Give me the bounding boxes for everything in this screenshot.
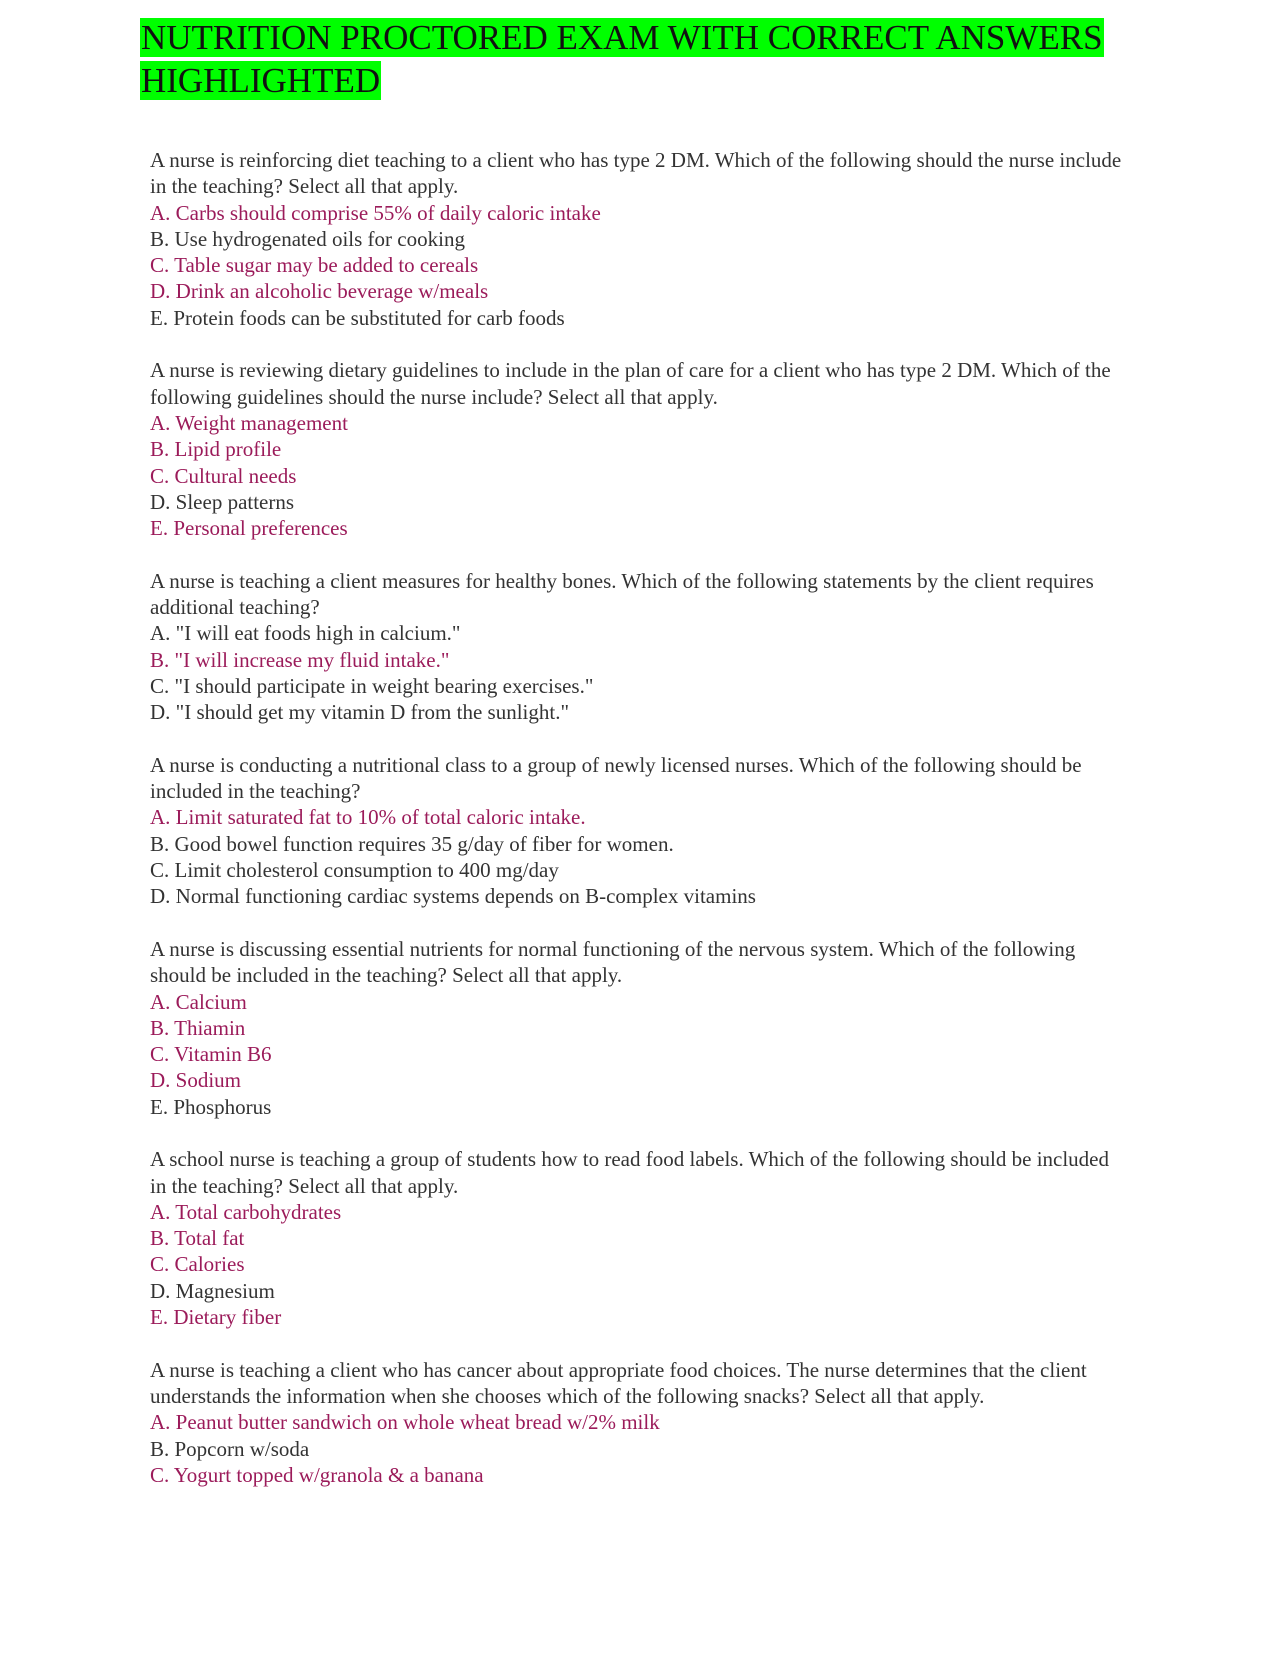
answer-option: B. Popcorn w/soda <box>150 1436 310 1461</box>
correct-answer-option: A. Carbs should comprise 55% of daily caloric intake <box>150 200 601 225</box>
question-3 <box>150 568 1130 726</box>
question-6 <box>150 1146 1130 1330</box>
correct-answer-option: C. Table sugar may be added to cereals <box>150 253 479 278</box>
question-2 <box>150 357 1130 541</box>
question-stem: A nurse is reviewing dietary guidelines to include in the plan of care for a client who has type 2 DM. Which of the following guidelines should the nurse include? Select all that apply. <box>150 358 1111 409</box>
answer-option: D. Normal functioning cardiac systems depends on B-complex vitamins <box>150 884 756 909</box>
question-stem: A nurse is teaching a client measures for healthy bones. Which of the following statements by the client requires additional teaching? <box>150 568 1094 620</box>
question-list <box>150 147 1130 1514</box>
correct-answer-option: E. Personal preferences <box>150 516 348 541</box>
correct-answer-option: C. Cultural needs <box>150 463 297 488</box>
correct-answer-option: A. Total carbohydrates <box>150 1199 342 1224</box>
correct-answer-option: A. Limit saturated fat to 10% of total caloric intake. <box>150 805 586 830</box>
correct-answer-option: D. Drink an alcoholic beverage w/meals <box>150 279 489 304</box>
answer-option: D. Sleep patterns <box>150 489 295 514</box>
document-title <box>140 16 1180 102</box>
answer-options <box>150 620 1130 725</box>
title-highlight: NUTRITION PROCTORED EXAM WITH CORRECT ANSWERS HIGHLIGHTED <box>141 18 1103 100</box>
correct-answer-option: C. Vitamin B6 <box>150 1042 272 1067</box>
answer-options <box>150 410 1130 541</box>
correct-answer-option: E. Dietary fiber <box>150 1305 282 1330</box>
correct-answer-option: B. "I will increase my fluid intake." <box>150 647 450 672</box>
answer-option: E. Phosphorus <box>150 1094 272 1119</box>
answer-option: A. "I will eat foods high in calcium." <box>150 621 461 646</box>
answer-option: C. "I should participate in weight bearing exercises." <box>150 673 594 698</box>
question-4 <box>150 752 1130 910</box>
question-7 <box>150 1357 1130 1488</box>
question-5 <box>150 936 1130 1120</box>
correct-answer-option: B. Total fat <box>150 1226 245 1251</box>
correct-answer-option: A. Weight management <box>150 410 348 435</box>
answer-options <box>150 804 1130 909</box>
answer-options <box>150 1409 1130 1488</box>
correct-answer-option: A. Calcium <box>150 989 247 1014</box>
question-stem: A school nurse is teaching a group of students how to read food labels. Which of the following should be included in the teaching? Select all that apply. <box>150 1147 1110 1198</box>
question-1 <box>150 147 1130 331</box>
answer-option: B. Use hydrogenated oils for cooking <box>150 226 465 251</box>
answer-option: B. Good bowel function requires 35 g/day of fiber for women. <box>150 831 674 856</box>
answer-option: C. Limit cholesterol consumption to 400 mg/day <box>150 858 559 883</box>
correct-answer-option: A. Peanut butter sandwich on whole wheat bread w/2% milk <box>150 1410 660 1435</box>
answer-options <box>150 989 1130 1120</box>
question-stem: A nurse is teaching a client who has cancer about appropriate food choices. The nurse determines that the client understands the information when she chooses which of the following snacks? Select all that apply. <box>150 1357 1087 1408</box>
answer-options <box>150 200 1130 331</box>
question-stem: A nurse is discussing essential nutrients for normal functioning of the nervous system. Which of the following should be included in the teaching? Select all that apply. <box>150 936 1076 988</box>
correct-answer-option: B. Lipid profile <box>150 437 282 462</box>
correct-answer-option: B. Thiamin <box>150 1015 246 1040</box>
correct-answer-option: D. Sodium <box>150 1068 242 1093</box>
answer-options <box>150 1199 1130 1330</box>
correct-answer-option: C. Calories <box>150 1252 245 1277</box>
question-stem: A nurse is reinforcing diet teaching to a client who has type 2 DM. Which of the following should the nurse include in the teaching? Select all that apply. <box>150 148 1122 199</box>
question-stem: A nurse is conducting a nutritional class to a group of newly licensed nurses. Which of the following should be included in the teaching? <box>150 752 1082 804</box>
answer-option: D. Magnesium <box>150 1278 275 1303</box>
answer-option: D. "I should get my vitamin D from the sunlight." <box>150 700 570 725</box>
answer-option: E. Protein foods can be substituted for carb foods <box>150 305 565 330</box>
correct-answer-option: C. Yogurt topped w/granola & a banana <box>150 1462 484 1487</box>
